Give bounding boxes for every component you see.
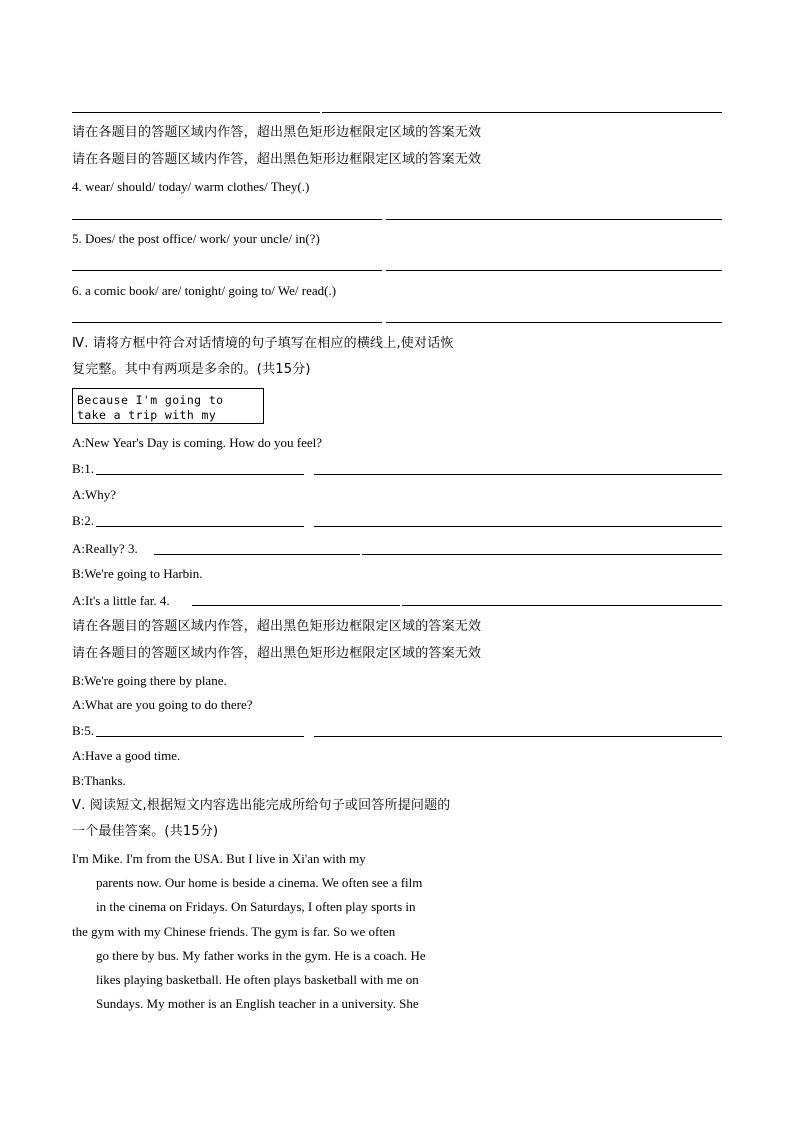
- section-4-heading: Ⅳ. 请将方框中符合对话情境的句子填写在相应的横线上,使对话恢: [72, 336, 454, 351]
- warning-text: 请在各题目的答题区域内作答，超出黑色矩形边框限定区域的答案无效: [72, 152, 482, 167]
- warning-text: 请在各题目的答题区域内作答，超出黑色矩形边框限定区域的答案无效: [72, 125, 482, 140]
- dialogue-line: B:2.: [72, 513, 95, 528]
- answer-line[interactable]: [96, 736, 304, 737]
- passage-line: the gym with my Chinese friends. The gym is far. So we often: [72, 924, 396, 939]
- answer-line[interactable]: [192, 605, 400, 606]
- passage-line: go there by bus. My father works in the gym. He is a coach. He: [96, 948, 426, 963]
- dialogue-line: A:It's a little far. 4.: [72, 593, 170, 608]
- answer-line: [72, 112, 320, 113]
- warning-text: 请在各题目的答题区域内作答，超出黑色矩形边框限定区域的答案无效: [72, 646, 482, 661]
- warning-text: 请在各题目的答题区域内作答，超出黑色矩形边框限定区域的答案无效: [72, 619, 482, 634]
- question-6: 6. a comic book/ are/ tonight/ going to/ We/ read(.): [72, 283, 337, 298]
- answer-line[interactable]: [386, 322, 722, 323]
- section-5-heading: Ⅴ. 阅读短文,根据短文内容选出能完成所给句子或回答所提问题的: [72, 798, 451, 813]
- dialogue-line: B:5.: [72, 723, 95, 738]
- passage-line: Sundays. My mother is an English teacher in a university. She: [96, 996, 419, 1011]
- dialogue-line: B:1.: [72, 461, 95, 476]
- section-5-heading: 一个最佳答案。(共15分): [72, 824, 219, 839]
- passage-line: parents now. Our home is beside a cinema. We often see a film: [96, 875, 423, 890]
- answer-line[interactable]: [314, 526, 722, 527]
- answer-line[interactable]: [72, 270, 382, 271]
- passage-line: in the cinema on Fridays. On Saturdays, I often play sports in: [96, 899, 416, 914]
- option-box-line: take a trip with my: [77, 408, 217, 422]
- dialogue-line: A:New Year's Day is coming. How do you feel?: [72, 435, 323, 450]
- answer-line[interactable]: [402, 605, 722, 606]
- dialogue-line: B:Thanks.: [72, 773, 126, 788]
- answer-line[interactable]: [154, 554, 360, 555]
- section-4-heading: 复完整。其中有两项是多余的。(共15分): [72, 362, 311, 377]
- question-4: 4. wear/ should/ today/ warm clothes/ They(.): [72, 179, 310, 194]
- dialogue-line: A:Really? 3.: [72, 541, 138, 556]
- answer-line[interactable]: [386, 270, 722, 271]
- answer-line: [322, 112, 722, 113]
- dialogue-line: A:What are you going to do there?: [72, 697, 253, 712]
- answer-line[interactable]: [72, 219, 382, 220]
- dialogue-line: B:We're going to Harbin.: [72, 566, 203, 581]
- answer-line[interactable]: [96, 526, 304, 527]
- answer-line[interactable]: [72, 322, 382, 323]
- answer-line[interactable]: [314, 736, 722, 737]
- dialogue-line: B:We're going there by plane.: [72, 673, 227, 688]
- dialogue-line: A:Have a good time.: [72, 748, 181, 763]
- answer-line[interactable]: [386, 219, 722, 220]
- answer-line[interactable]: [362, 554, 722, 555]
- passage-line: likes playing basketball. He often plays basketball with me on: [96, 972, 419, 987]
- question-5: 5. Does/ the post office/ work/ your uncle/ in(?): [72, 231, 320, 246]
- passage-line: I'm Mike. I'm from the USA. But I live in Xi'an with my: [72, 851, 366, 866]
- option-box-line: Because I'm going to: [77, 393, 224, 407]
- answer-line[interactable]: [96, 474, 304, 475]
- option-box: [72, 388, 264, 424]
- dialogue-line: A:Why?: [72, 487, 117, 502]
- answer-line[interactable]: [314, 474, 722, 475]
